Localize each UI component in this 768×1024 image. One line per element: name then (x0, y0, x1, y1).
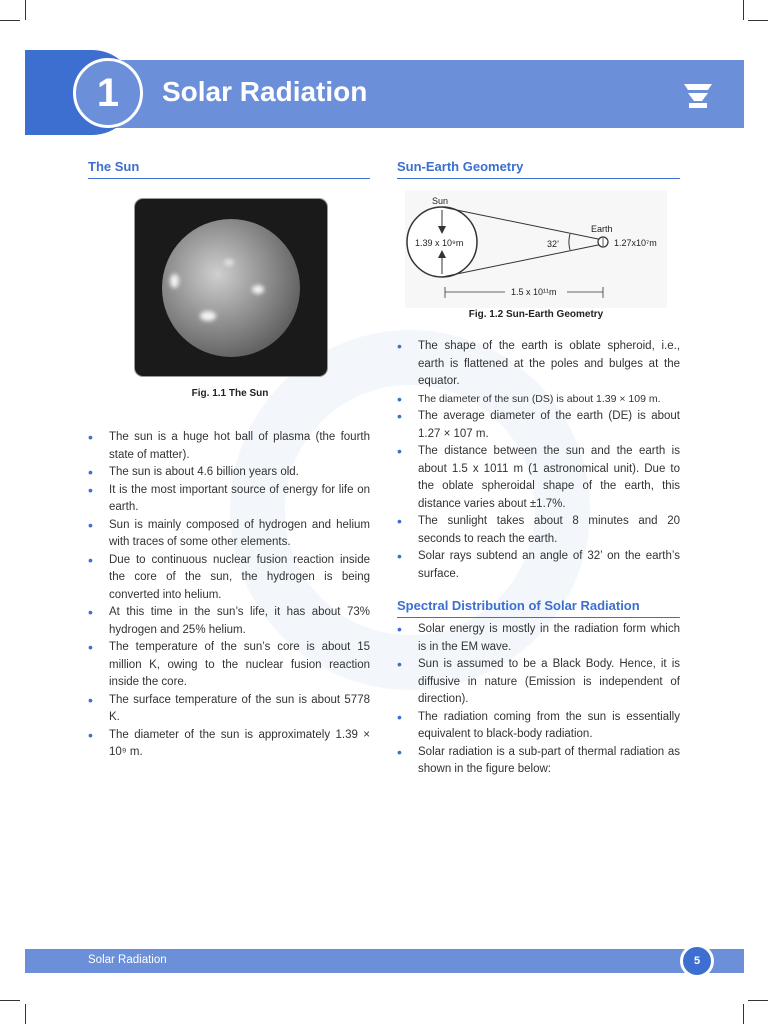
spectral-facts-list (397, 621, 680, 779)
sun-bright-spot (224, 259, 234, 266)
sun-disk (162, 219, 300, 357)
crop-mark (743, 1004, 744, 1024)
brand-logo-icon (684, 84, 712, 108)
crop-mark (743, 0, 744, 20)
sun-label: Sun (432, 196, 449, 206)
crop-mark (748, 1000, 768, 1001)
distance-label: 1.5 x 10¹¹m (511, 287, 557, 297)
sun-facts-list (88, 429, 370, 762)
crop-mark (0, 1000, 20, 1001)
list-item: • The shape of the earth is oblate spheroid, i.e., earth is flattened at the poles and bulges at the equator. (397, 338, 680, 391)
list-item: • Solar rays subtend an angle of 32’ on the earth’s surface. (397, 548, 680, 583)
list-item: • The diameter of the sun is approximately 1.39 × 10⁹ m. (88, 727, 370, 762)
list-item: • At this time in the sun’s life, it has about 73% hydrogen and 25% helium. (88, 604, 370, 639)
list-item: • The radiation coming from the sun is essentially equivalent to black-body radiation. (397, 709, 680, 744)
list-item: • Sun is mainly composed of hydrogen and helium with traces of some other elements. (88, 517, 370, 552)
list-item: • Sun is assumed to be a Black Body. Hence, it is diffusive in nature (Emission is independent of direction). (397, 656, 680, 709)
crop-mark (25, 0, 26, 20)
list-item: • It is the most important source of energy for life on earth. (88, 482, 370, 517)
crop-mark (0, 20, 20, 21)
list-item: • Solar radiation is a sub-part of thermal radiation as shown in the figure below: (397, 744, 680, 779)
figure-caption-sun-earth: Fig. 1.2 Sun-Earth Geometry (468, 309, 604, 320)
section-heading-the-sun: The Sun (88, 159, 370, 179)
angle-arc (569, 234, 570, 250)
list-item: • The distance between the sun and the earth is about 1.5 x 1011 m (1 astronomical unit). Due to the oblate spheroidal shape of the earth, this distance varies about ±1.7%. (397, 443, 680, 513)
sun-earth-diagram-svg (405, 190, 667, 308)
crop-mark (748, 20, 768, 21)
figure-caption-sun: Fig. 1.1 The Sun (191, 388, 269, 399)
sun-earth-diagram (405, 190, 667, 308)
sun-bright-spot (170, 274, 179, 288)
list-item: • Due to continuous nuclear fusion reaction inside the core of the sun, the hydrogen is being converted into helium. (88, 552, 370, 605)
page-number: 5 (680, 944, 714, 978)
sun-bright-spot (200, 311, 216, 321)
sun-diameter-label: 1.39 x 10⁹m (415, 238, 464, 248)
sun-bright-spot (252, 285, 264, 294)
list-item: • The temperature of the sun’s core is about 15 million K, owing to the nuclear fusion reaction inside the core. (88, 639, 370, 692)
crop-mark (25, 1004, 26, 1024)
list-item: • The sun is about 4.6 billion years old. (88, 464, 370, 482)
list-item: • The surface temperature of the sun is about 5778 K. (88, 692, 370, 727)
list-item: • Solar energy is mostly in the radiation form which is in the EM wave. (397, 621, 680, 656)
sun-photo (134, 198, 328, 377)
section-heading-spectral-distribution: Spectral Distribution of Solar Radiation (397, 598, 680, 618)
list-item: • The average diameter of the earth (DE) is about 1.27 × 107 m. (397, 408, 680, 443)
list-item: • The sunlight takes about 8 minutes and 20 seconds to reach the earth. (397, 513, 680, 548)
angle-label: 32’ (547, 239, 560, 249)
earth-label: Earth (591, 224, 613, 234)
chapter-title: Solar Radiation (162, 76, 368, 107)
chapter-number: 1 (73, 58, 143, 128)
list-item: • The diameter of the sun (DS) is about 1.39 × 109 m. (397, 391, 680, 409)
sun-earth-facts-list (397, 338, 680, 583)
list-item: • The sun is a huge hot ball of plasma (the fourth state of matter). (88, 429, 370, 464)
earth-diameter-label: 1.27x10⁷m (614, 238, 657, 248)
footer-title: Solar Radiation (88, 954, 167, 966)
section-heading-sun-earth-geometry: Sun-Earth Geometry (397, 159, 680, 179)
